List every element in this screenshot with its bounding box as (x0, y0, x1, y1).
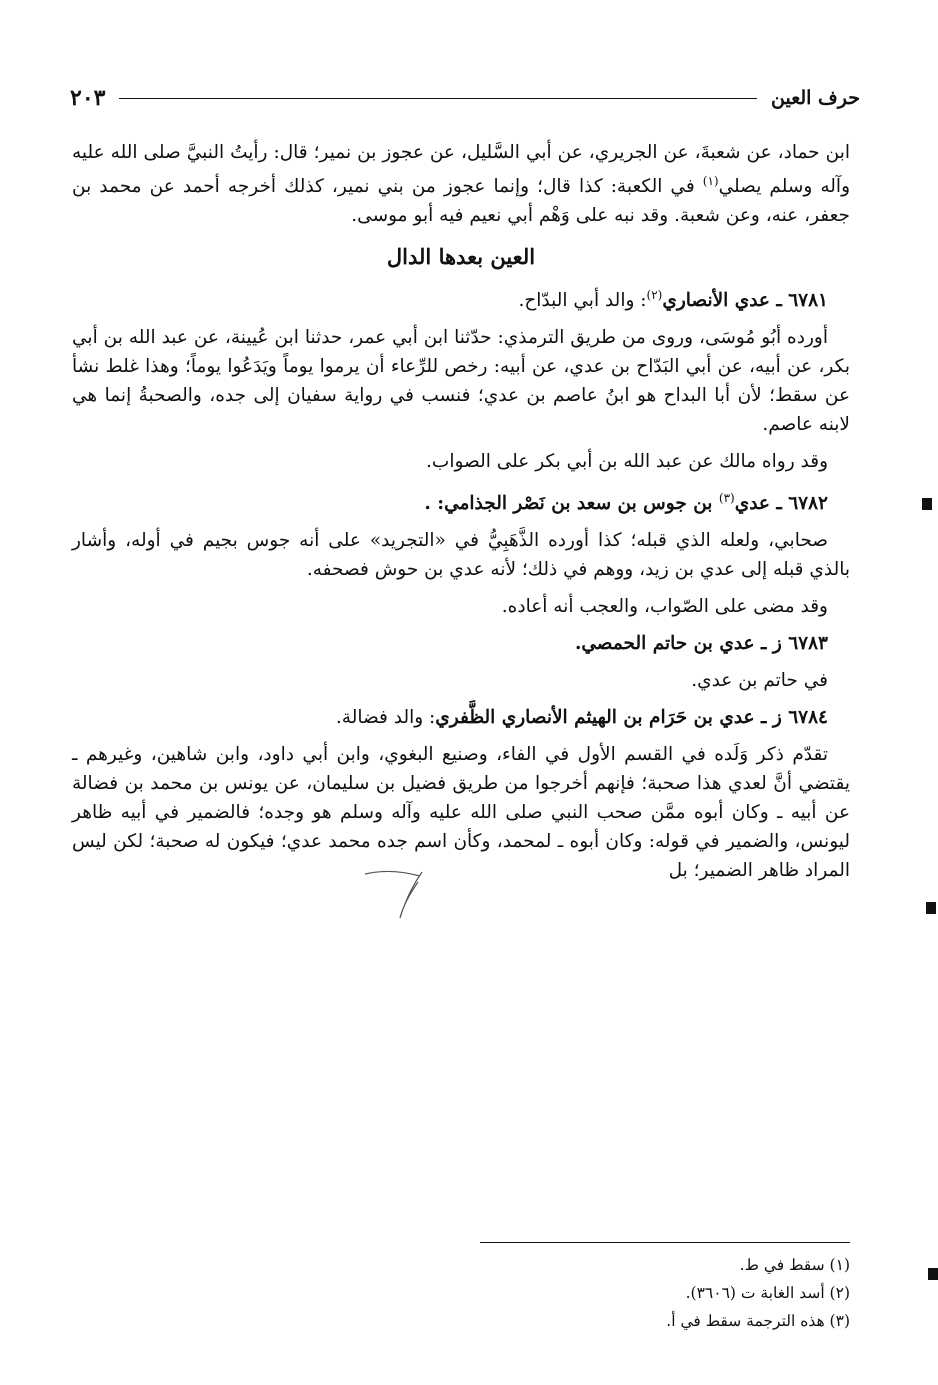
entry-6784-paragraph: تقدّم ذكر وَلَده في القسم الأول في الفاء، وصنيع البغوي، وابن أبي داود، وابن شاهين، وغيرهم ـ يقتضي أنَّ لعدي هذا صحبة؛ فإنهم أخرجوا من طريق فضيل بن سليمان، عن يونس بن محمد بن فضالة عن أبيه ـ وكان أبوه ممَّن صحب النبي صلى الله عليه وآله وسلم هو وجده؛ فالضمير في أبيه ظاهر ليونس، والضمير في قوله: وكان أبوه ـ لمحمد، وكأن اسم جده محمد عدي؛ فيكون له صحبة؛ لكن ليس المراد ظاهر الضمير؛ بل (72, 744, 850, 882)
entry-6782-paragraph: صحابي، ولعله الذي قبله؛ كذا أورده الذَّهَبِيُّ في «التجريد» على أنه جوس بجيم في أوله، وأشار بالذي قبله إلى عدي بن زيد، ووهم في ذلك؛ لأنه عدي بن حوش فصحفه. (72, 530, 850, 581)
edge-mark (922, 498, 932, 510)
entry-6782-title: ٦٧٨٢ ـ عدي (734, 493, 828, 515)
entry-6781-heading (72, 281, 850, 315)
edge-mark (926, 902, 936, 914)
entry-6784-tail: : والد فضالة. (335, 707, 436, 729)
entry-6784-title: ٦٧٨٤ ز ـ عدي بن حَرَام بن الهيثم الأنصاري الظَّفري (435, 707, 828, 729)
running-title: حرف العين (771, 87, 860, 109)
intro-text: ابن حماد، عن شعبةَ، عن الجريري، عن أبي السَّليل، عن عجوز بن نمير؛ قال: رأيتُ النبيَّ صلى الله عليه وآله وسلم يصلي (72, 142, 850, 198)
entry-6781-title: ٦٧٨١ ـ عدي الأنصاري (662, 290, 828, 312)
page-number: ٢٠٣ (70, 85, 106, 111)
intro-text-rest: في الكعبة: كذا قال؛ وإنما عجوز من بني نمير، كذلك أخرجه أحمد عن محمد بن جعفر، عنه، وعن شعبة. وقد نبه على وَهْم أبي نعيم فيه أبو موسى. (72, 176, 850, 227)
section-title: العين بعدها الدال (386, 244, 536, 270)
entry-6781-tail: : والد أبي البدّاح. (518, 290, 647, 312)
paragraph-intro (72, 138, 850, 230)
entry-6781-paragraph: أورده أبُو مُوسَى، وروى من طريق الترمذي: حدّثنا ابن أبي عمر، حدثنا ابن عُيينة، عن عبد الله بن أبي بكر، عن أبيه، عن أبي البَدّاح بن عدي، عن أبيه: رخص للرِّعاء أن يرموا يوماً ويَدَعُوا يوماً؛ وهذا غلط نشأ عن سقط؛ لأن أبا البداح هو ابنُ عاصم بن عدي؛ فنسب في رواية سفيان إلى جده، والصحبةُ إنما هي لابنه عاصم. (72, 327, 850, 436)
pen-mark (360, 862, 440, 932)
page-header (70, 80, 860, 116)
footnote-3: (٣) هذه الترجمة سقط في أ. (666, 1312, 850, 1330)
footnote-ref-3: (٣) (718, 491, 735, 506)
header-rule (119, 98, 757, 99)
entry-6782-title-rest: بن جوس بن سعد بن نَصْر الجذامي: . (424, 493, 719, 515)
footnote-ref-2: (٢) (646, 288, 663, 303)
entry-6783-heading: ٦٧٨٣ ز ـ عدي بن حاتم الحمصي. (574, 633, 828, 655)
entry-6782-heading (72, 484, 850, 518)
footnotes (72, 1242, 850, 1335)
footnote-ref-1: (١) (702, 174, 719, 188)
entry-6782-paragraph-2: وقد مضى على الصّواب، والعجب أنه أعاده. (501, 596, 828, 618)
page-body (72, 138, 850, 893)
entry-6783-paragraph: في حاتم بن عدي. (691, 670, 828, 692)
entry-6781-paragraph-2: وقد رواه مالك عن عبد الله بن أبي بكر على الصواب. (426, 451, 828, 473)
footnote-2: (٢) أسد الغابة ت (٣٦٠٦). (685, 1284, 850, 1302)
edge-mark (928, 1268, 938, 1280)
footnote-1: (١) سقط في ط. (739, 1256, 850, 1274)
entry-6784-heading (72, 703, 850, 732)
footnote-rule (480, 1242, 850, 1243)
